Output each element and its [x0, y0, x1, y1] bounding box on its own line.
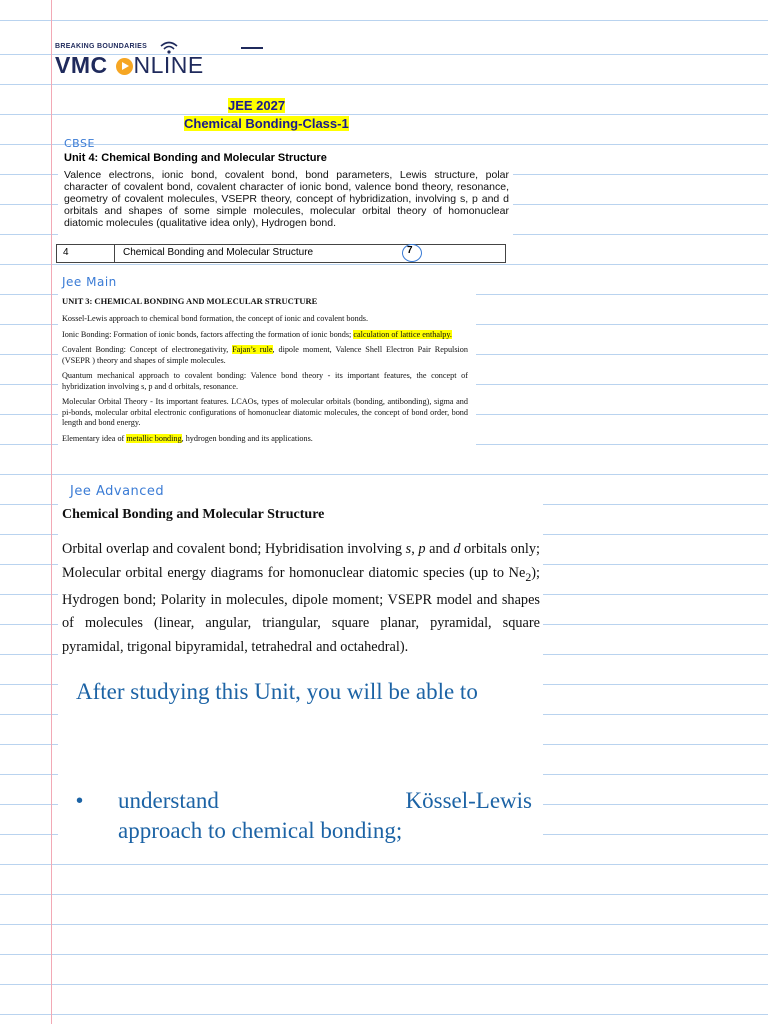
jee-main-paragraph: [62, 345, 468, 366]
text-run: Ionic Bonding: Formation of ionic bonds, factors affecting the formation of ionic bonds;: [62, 329, 354, 339]
table-unit-number: 4: [63, 247, 69, 258]
logo-divider: [241, 47, 263, 49]
cbse-unit-heading: Unit 4: Chemical Bonding and Molecular Structure: [64, 152, 327, 164]
jee-advanced-handwritten-label: Jee Advanced: [70, 484, 165, 499]
jee-main-unit-heading: UNIT 3: CHEMICAL BONDING AND MOLECULAR STRUCTURE: [62, 296, 318, 306]
logo-online: NLINE: [133, 52, 204, 78]
cbse-handwritten-label: CBSE: [64, 137, 95, 150]
table-marks: 7: [407, 245, 413, 256]
cbse-marks-table: [56, 244, 506, 263]
logo-wordmark: [55, 52, 204, 79]
learning-objectives-title: After studying this Unit, you will be able to: [76, 679, 478, 704]
text-run: ,: [411, 541, 419, 557]
vmc-online-logo: [55, 40, 215, 80]
page-title-year: JEE 2027: [228, 98, 286, 113]
cbse-unit-description: Valence electrons, ionic bond, covalent bond, bond parameters, Lewis structure, polar character of covalent bond, covalent character of ionic bond, valence bond theory, resonance, geometry of covalent molecules, VSEPR theory, concept of hybridization, involving s, p and d orbitals and shapes of some simple molecules, molecular orbital theory of homonuclear diatomic molecules (qualitative idea only), Hydrogen bond.: [64, 169, 509, 229]
table-divider: [114, 245, 115, 262]
page-title-topic: Chemical Bonding-Class-1: [184, 116, 349, 131]
jee-main-handwritten-label: Jee Main: [62, 275, 117, 289]
jee-advanced-description: [62, 538, 540, 659]
jee-main-paragraph: [62, 330, 468, 341]
highlighted-text: metallic bonding: [126, 433, 182, 443]
text-run: orbitals only; Molecular orbital energy diagrams for homonuclear diatomic species (up to Ne: [62, 541, 540, 581]
italic-orbital: p: [418, 541, 426, 557]
italic-orbital: s: [405, 541, 412, 557]
jee-advanced-heading: Chemical Bonding and Molecular Structure: [62, 507, 325, 522]
subscript: 2: [525, 569, 532, 584]
logo-tagline: BREAKING BOUNDARIES: [55, 43, 148, 50]
jee-main-paragraph: [62, 434, 468, 445]
objective-item-line2: approach to chemical bonding;: [118, 818, 403, 843]
text-run: , dipole moment, Valence Shell Electron Pair Repulsion (VSEPR ) theory and shapes of simple molecules.: [62, 345, 468, 365]
jee-main-paragraph: Quantum mechanical approach to covalent bonding: Valence bond theory - its important features, the concept of hybridization involving s, p and d orbitals, resonance.: [62, 371, 468, 391]
text-run: and: [425, 541, 454, 557]
logo-vmc: VMC: [55, 52, 108, 78]
text-run: ); Hydrogen bond; Polarity in molecules, dipole moment; VSEPR model and shapes of molecules (linear, angular, triangular, square planar, pyramidal, square pyramidal, trigonal bipyramidal, tetrahedral and octahedral).: [62, 564, 540, 655]
highlighted-text: Fajan’s rule: [232, 345, 273, 354]
italic-orbital: d: [453, 541, 461, 557]
jee-main-syllabus: [62, 296, 468, 449]
objective-item-line1: understand Kössel-Lewis: [118, 788, 532, 813]
table-unit-name: Chemical Bonding and Molecular Structure: [123, 247, 314, 258]
text-run: Elementary idea of: [62, 433, 127, 443]
jee-main-paragraph: Molecular Orbital Theory - Its important features. LCAOs, types of molecular orbitals (bonding, antibonding), sigma and pi-bonds, molecular orbital electronic configurations of homonuclear diatomic molecules, the concept of bond order, bond length and bond energy.: [62, 397, 468, 427]
bullet-icon: •: [76, 790, 84, 812]
text-run: , hydrogen bonding and its applications.: [181, 433, 313, 443]
text-run: Orbital overlap and covalent bond; Hybridisation involving: [62, 541, 406, 557]
highlighted-text: calculation of lattice enthalpy.: [353, 329, 452, 339]
text-run: Covalent Bonding: Concept of electronegativity,: [62, 345, 233, 354]
jee-main-paragraph: Kossel-Lewis approach to chemical bond formation, the concept of ionic and covalent bonds.: [62, 314, 369, 323]
play-icon: [116, 58, 133, 75]
